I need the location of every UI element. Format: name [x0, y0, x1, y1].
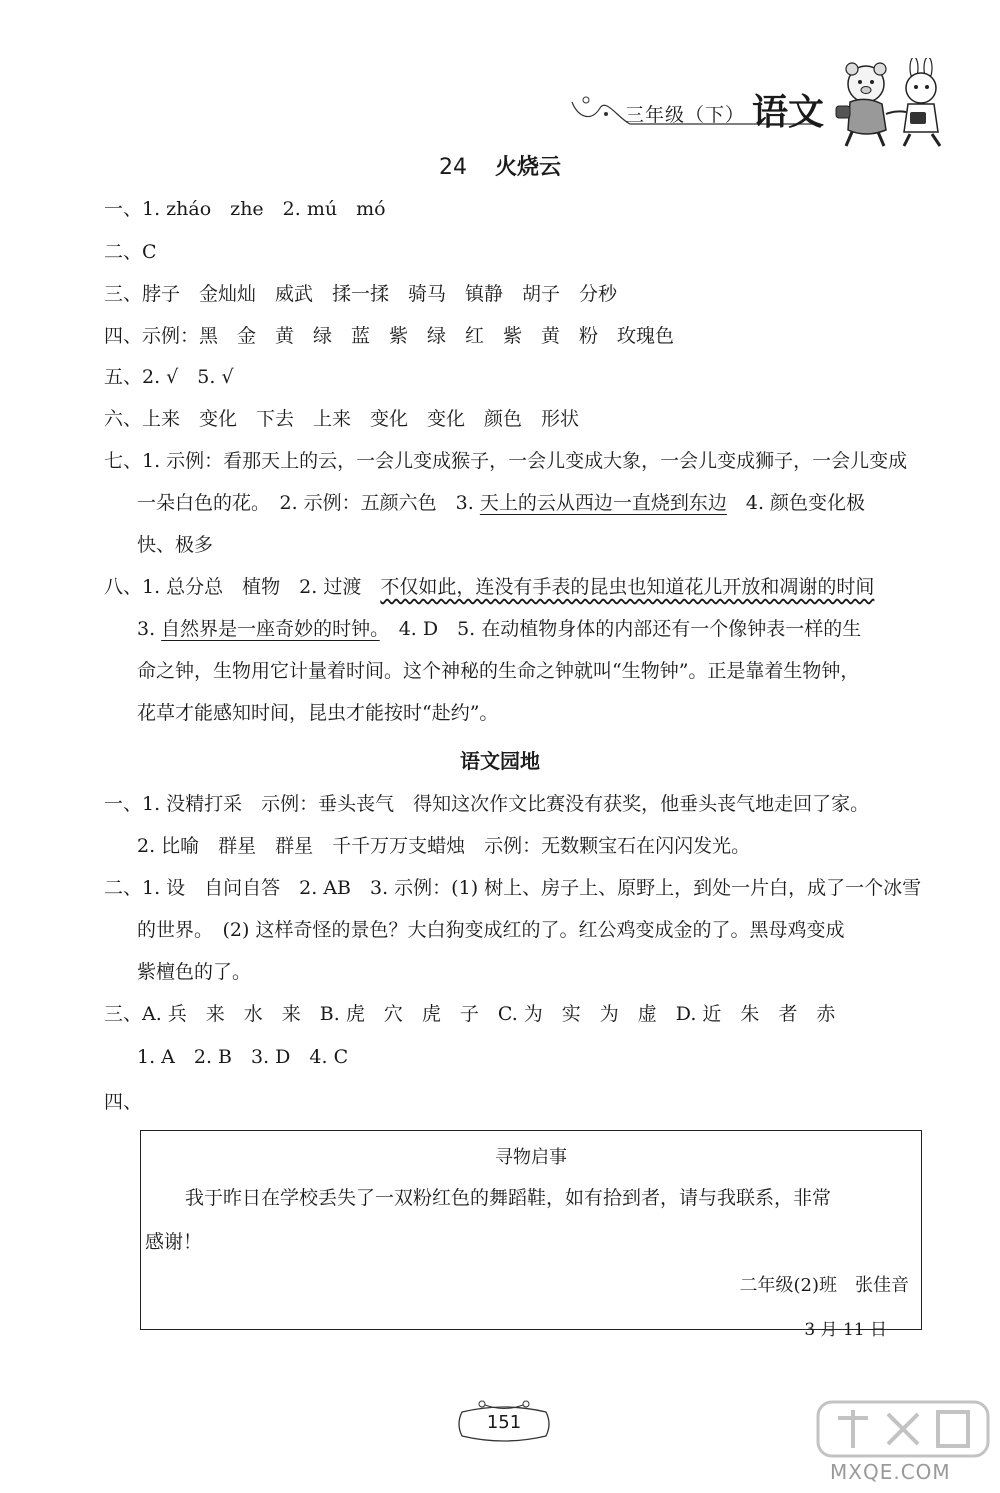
answer-line-13: 花草才能感知时间，昆虫才能按时“赴约”。: [137, 702, 499, 724]
lost-item-notice: [140, 1130, 922, 1340]
answer-line-11-start: 3.: [137, 618, 162, 640]
page-number: 151: [486, 1412, 522, 1433]
answer-line-8-end: 4. 颜色变化极: [726, 492, 866, 514]
lesson-number: 24: [438, 155, 467, 180]
answer-line-12: 命之钟，生物用它计量着时间。这个神秘的生命之钟就叫“生物钟”。正是靠着生物钟，: [137, 660, 860, 682]
garden-line-4: 的世界。 (2) 这样奇怪的景色？大白狗变成红的了。红公鸡变成金的了。黑母鸡变成: [137, 919, 845, 941]
lesson-name: 火烧云: [494, 155, 561, 180]
underlined-answer: 天上的云从西边一直烧到东边: [479, 492, 727, 514]
header-grade: 三年级（下）: [625, 104, 746, 126]
garden-line-3: 二、1. 设 自问自答 2. AB 3. 示例：(1) 树上、房子上、原野上，到处一片白，成了一个冰雪: [104, 877, 922, 899]
answer-line-1: 一、1. zháo zhe 2. mú mó: [104, 198, 386, 220]
garden-line-6: 三、A. 兵 来 水 来 B. 虎 穴 虎 子 C. 为 实 为 虚 D. 近 朱 者 赤: [104, 1003, 836, 1025]
wavy-underlined-answer: 不仅如此，连没有手表的昆虫也知道花儿开放和凋谢的时间: [380, 576, 875, 598]
answer-line-3: 三、脖子 金灿灿 威武 揉一揉 骑马 镇静 胡子 分秒: [104, 283, 618, 305]
answer-line-5: 五、2. √ 5. √: [104, 366, 234, 388]
header-subject: 语文: [752, 92, 825, 133]
answer-line-8: [137, 494, 865, 513]
answer-line-9: 快、极多: [137, 534, 214, 556]
watermark-text: MXQE.COM: [830, 1460, 951, 1484]
section-title-garden: 语文园地: [460, 749, 540, 773]
garden-line-2: 2. 比喻 群星 群星 千千万万支蜡烛 示例：无数颗宝石在闪闪发光。: [137, 835, 751, 857]
notice-body-line-1: 我于昨日在学校丢失了一双粉红色的舞蹈鞋，如有拾到者，请与我联系，非常: [185, 1187, 832, 1209]
garden-line-7: 1. A 2. B 3. D 4. C: [137, 1046, 349, 1068]
answer-line-4: 四、示例：黑 金 黄 绿 蓝 紫 绿 红 紫 黄 粉 玫瑰色: [104, 325, 675, 347]
underlined-answer: 自然界是一座奇妙的时钟。: [161, 618, 380, 640]
mascot-illustration: [832, 58, 952, 150]
answer-line-11-end: 4. D 5. 在动植物身体的内部还有一个像钟表一样的生: [379, 618, 862, 640]
garden-line-5: 紫檀色的了。: [137, 961, 252, 983]
notice-signature: 二年级(2)班 张佳音: [739, 1275, 909, 1296]
answer-line-10-start: 八、1. 总分总 植物 2. 过渡: [104, 576, 381, 598]
lesson-title: [0, 150, 1000, 181]
garden-line-1: 一、1. 没精打采 示例：垂头丧气 得知这次作文比赛没有获奖，他垂头丧气地走回了家。: [104, 793, 870, 815]
garden-line-8: 四、: [104, 1091, 143, 1113]
notice-date: 3 月 11 日: [804, 1320, 887, 1340]
notice-title: 寻物启事: [495, 1147, 567, 1168]
answer-line-7: 七、1. 示例：看那天上的云，一会儿变成猴子，一会儿变成大象，一会儿变成狮子，一会儿变成: [104, 450, 908, 472]
notice-body-line-2: 感谢！: [145, 1231, 203, 1253]
answer-line-8-start: 一朵白色的花。 2. 示例：五颜六色 3.: [137, 492, 480, 514]
answer-line-6: 六、上来 变化 下去 上来 变化 变化 颜色 形状: [104, 408, 580, 430]
answer-line-2: 二、C: [104, 241, 157, 263]
answer-line-10: [104, 578, 874, 597]
answer-line-11: [137, 620, 861, 639]
